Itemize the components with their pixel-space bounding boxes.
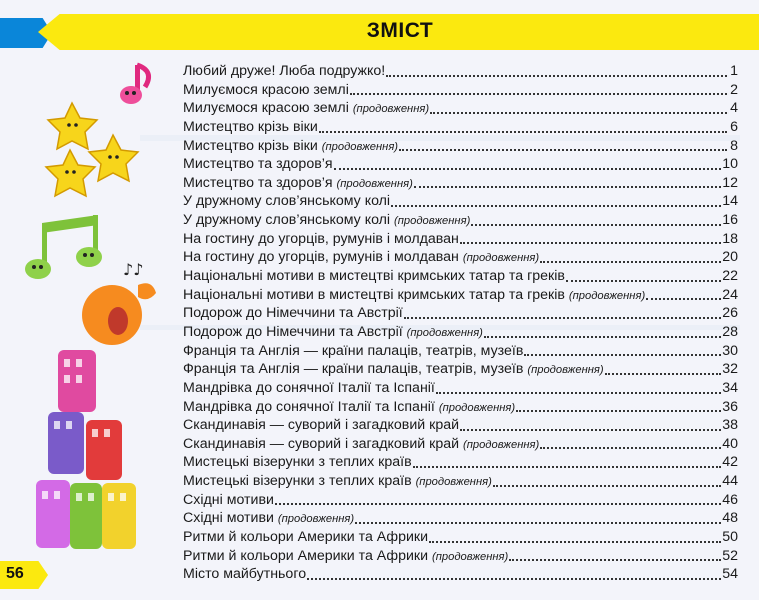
toc-entry-page: 10 — [722, 156, 738, 173]
toc-entry[interactable] — [183, 416, 738, 435]
toc-entry-page: 40 — [722, 435, 738, 452]
music-note-character — [120, 65, 149, 104]
toc-entry[interactable] — [183, 398, 738, 417]
toc-entry-note: (продовження) — [527, 364, 604, 377]
toc-entry-page: 16 — [722, 212, 738, 229]
dot-leader — [414, 186, 721, 188]
toc-entry-page: 4 — [730, 100, 738, 117]
toc-entry[interactable] — [183, 230, 738, 249]
toc-entry-title: Ритми й кольори Америки та Африки — [183, 547, 429, 564]
toc-entry-page: 1 — [730, 63, 738, 79]
toc-entry-page: 22 — [722, 268, 738, 285]
toc-entry-page: 28 — [722, 323, 738, 340]
toc-entry[interactable] — [183, 62, 738, 81]
toc-entry-note: (продовження) — [352, 103, 430, 116]
toc-entry-title: Національні мотиви в мистецтві кримських татар та греків — [183, 268, 565, 285]
star-characters — [46, 103, 138, 196]
toc-entry-page: 18 — [722, 230, 738, 247]
table-of-contents — [183, 62, 738, 584]
toc-entry[interactable] — [183, 137, 738, 156]
toc-entry[interactable] — [183, 174, 738, 193]
toc-entry-title: Подорож до Німеччини та Австрії — [183, 323, 403, 340]
toc-entry-note: (продовження) — [432, 550, 509, 563]
illustrations — [0, 55, 185, 555]
toc-entry-note: (продовження) — [394, 215, 471, 228]
dot-leader — [460, 429, 721, 431]
toc-entry[interactable] — [183, 472, 738, 491]
toc-entry-note: (продовження) — [462, 438, 540, 451]
dot-leader — [355, 522, 721, 524]
dot-leader — [646, 298, 721, 300]
toc-entry-page: 24 — [722, 286, 738, 303]
toc-entry[interactable] — [183, 491, 738, 510]
singing-orange-character — [82, 260, 156, 345]
toc-entry-page: 2 — [730, 81, 738, 98]
toc-entry-title: У дружному слов’янському колі — [183, 212, 391, 229]
toc-entry[interactable] — [183, 155, 738, 174]
dot-leader — [460, 242, 721, 244]
toc-entry[interactable] — [183, 118, 738, 137]
toc-entry-page: 34 — [722, 379, 738, 396]
toc-entry-title: Мистецькі візерунки з теплих країв — [183, 473, 412, 490]
toc-entry[interactable] — [183, 565, 738, 584]
dot-leader — [540, 261, 721, 263]
eighth-notes-characters — [25, 215, 102, 279]
dot-leader — [516, 410, 721, 412]
toc-entry-page: 26 — [722, 305, 738, 322]
toc-entry-title: Мистецтво крізь віки — [183, 137, 318, 154]
dot-leader — [350, 93, 727, 95]
toc-entry-title: Милуємося красою землі — [183, 100, 349, 117]
dot-leader — [275, 503, 721, 505]
toc-entry-page: 14 — [722, 193, 738, 210]
toc-entry[interactable] — [183, 267, 738, 286]
toc-entry-title: Мистецтво та здоров’я — [183, 156, 333, 173]
toc-entry[interactable] — [183, 379, 738, 398]
colorful-tower-blocks — [36, 350, 136, 549]
dot-leader — [493, 485, 721, 487]
dot-leader — [307, 578, 721, 580]
toc-entry-title: Подорож до Німеччини та Австрії — [183, 305, 403, 322]
toc-entry-note: (продовження) — [462, 252, 540, 265]
dot-leader — [429, 541, 721, 543]
toc-entry[interactable] — [183, 304, 738, 323]
toc-entry[interactable] — [183, 211, 738, 230]
toc-entry-page: 6 — [730, 118, 738, 135]
toc-entry-page: 50 — [722, 529, 738, 546]
toc-entry-title: Скандинавія — суворий і загадковий край — [183, 435, 460, 452]
toc-entry-title: У дружному слов’янському колі — [183, 193, 391, 210]
toc-entry-page: 30 — [722, 342, 738, 359]
toc-entry-title: Мандрівка до сонячної Італії та Іспанії — [183, 398, 435, 415]
toc-entry-title: Мандрівка до сонячної Італії та Іспанії — [183, 379, 435, 396]
toc-entry-page: 54 — [722, 566, 738, 583]
toc-entry-title: Франція та Англія — країни палаців, театрів, музеїв — [183, 361, 524, 378]
dot-leader — [471, 224, 721, 226]
dot-leader — [319, 131, 727, 133]
toc-entry-title: На гостину до угорців, румунів і молдаван — [183, 230, 459, 247]
toc-entry-title: Скандинавія — суворий і загадковий край — [183, 417, 460, 434]
toc-entry-note: (продовження) — [568, 289, 646, 302]
toc-entry-title: На гостину до угорців, румунів і молдаван — [183, 249, 459, 266]
toc-entry-page: 36 — [722, 398, 738, 415]
dot-leader — [524, 354, 721, 356]
toc-entry-title: Національні мотиви в мистецтві кримських татар та греків — [183, 286, 565, 303]
toc-entry[interactable] — [183, 192, 738, 211]
toc-entry-page: 32 — [722, 361, 738, 378]
toc-entry[interactable] — [183, 342, 738, 361]
dot-leader — [386, 75, 727, 77]
toc-entry[interactable] — [183, 453, 738, 472]
dot-leader — [540, 447, 721, 449]
toc-entry-note: (продовження) — [438, 401, 516, 414]
toc-entry-note: (продовження) — [321, 140, 399, 153]
toc-entry[interactable] — [183, 435, 738, 454]
toc-entry-note: (продовження) — [406, 326, 483, 339]
toc-entry-title: Східні мотиви — [183, 510, 274, 527]
dot-leader — [605, 373, 722, 375]
toc-entry-title: Місто майбутнього — [183, 566, 307, 583]
toc-entry-page: 44 — [722, 473, 738, 490]
dot-leader — [334, 168, 722, 170]
dot-leader — [436, 392, 721, 394]
toc-entry-title: Мистецькі візерунки з теплих країв — [183, 454, 412, 471]
toc-entry[interactable] — [183, 528, 738, 547]
toc-entry[interactable] — [183, 547, 738, 566]
toc-entry-title: Мистецтво та здоров’я — [183, 174, 333, 191]
toc-entry-page: 48 — [722, 510, 738, 527]
toc-entry-title: Мистецтво крізь віки — [183, 118, 318, 135]
dot-leader — [509, 559, 721, 561]
toc-entry-title: Милуємося красою землі — [183, 81, 349, 98]
toc-entry-page: 8 — [730, 137, 738, 154]
toc-entry-title: Східні мотиви — [183, 491, 274, 508]
toc-entry-page: 52 — [722, 547, 738, 564]
dot-leader — [404, 317, 722, 319]
svg-text:♪♪: ♪♪ — [123, 260, 144, 279]
toc-entry-page: 12 — [722, 174, 738, 191]
toc-entry[interactable] — [183, 509, 738, 528]
toc-entry[interactable] — [183, 81, 738, 100]
dot-leader — [484, 336, 721, 338]
toc-entry-title: Любий друже! Люба подружко! — [183, 63, 386, 79]
dot-leader — [566, 280, 721, 282]
toc-entry-title: Франція та Англія — країни палаців, театрів, музеїв — [183, 342, 524, 359]
toc-entry-note: (продовження) — [277, 513, 355, 526]
toc-entry-page: 20 — [722, 249, 738, 266]
dot-leader — [391, 205, 721, 207]
dot-leader — [399, 149, 727, 151]
page-number: 56 — [6, 565, 24, 582]
toc-entry[interactable] — [183, 323, 738, 342]
toc-entry-title: Ритми й кольори Америки та Африки — [183, 529, 429, 546]
toc-entry[interactable] — [183, 286, 738, 305]
toc-entry-page: 42 — [722, 454, 738, 471]
toc-entry-note: (продовження) — [336, 177, 413, 190]
toc-entry-page: 46 — [722, 491, 738, 508]
dot-leader — [430, 112, 727, 114]
toc-entry-page: 38 — [722, 417, 738, 434]
toc-entry[interactable] — [183, 99, 738, 118]
dot-leader — [413, 466, 722, 468]
page-title: ЗМІСТ — [366, 19, 434, 42]
toc-entry[interactable] — [183, 360, 738, 379]
toc-entry-note: (продовження) — [415, 476, 492, 489]
toc-entry[interactable] — [183, 248, 738, 267]
